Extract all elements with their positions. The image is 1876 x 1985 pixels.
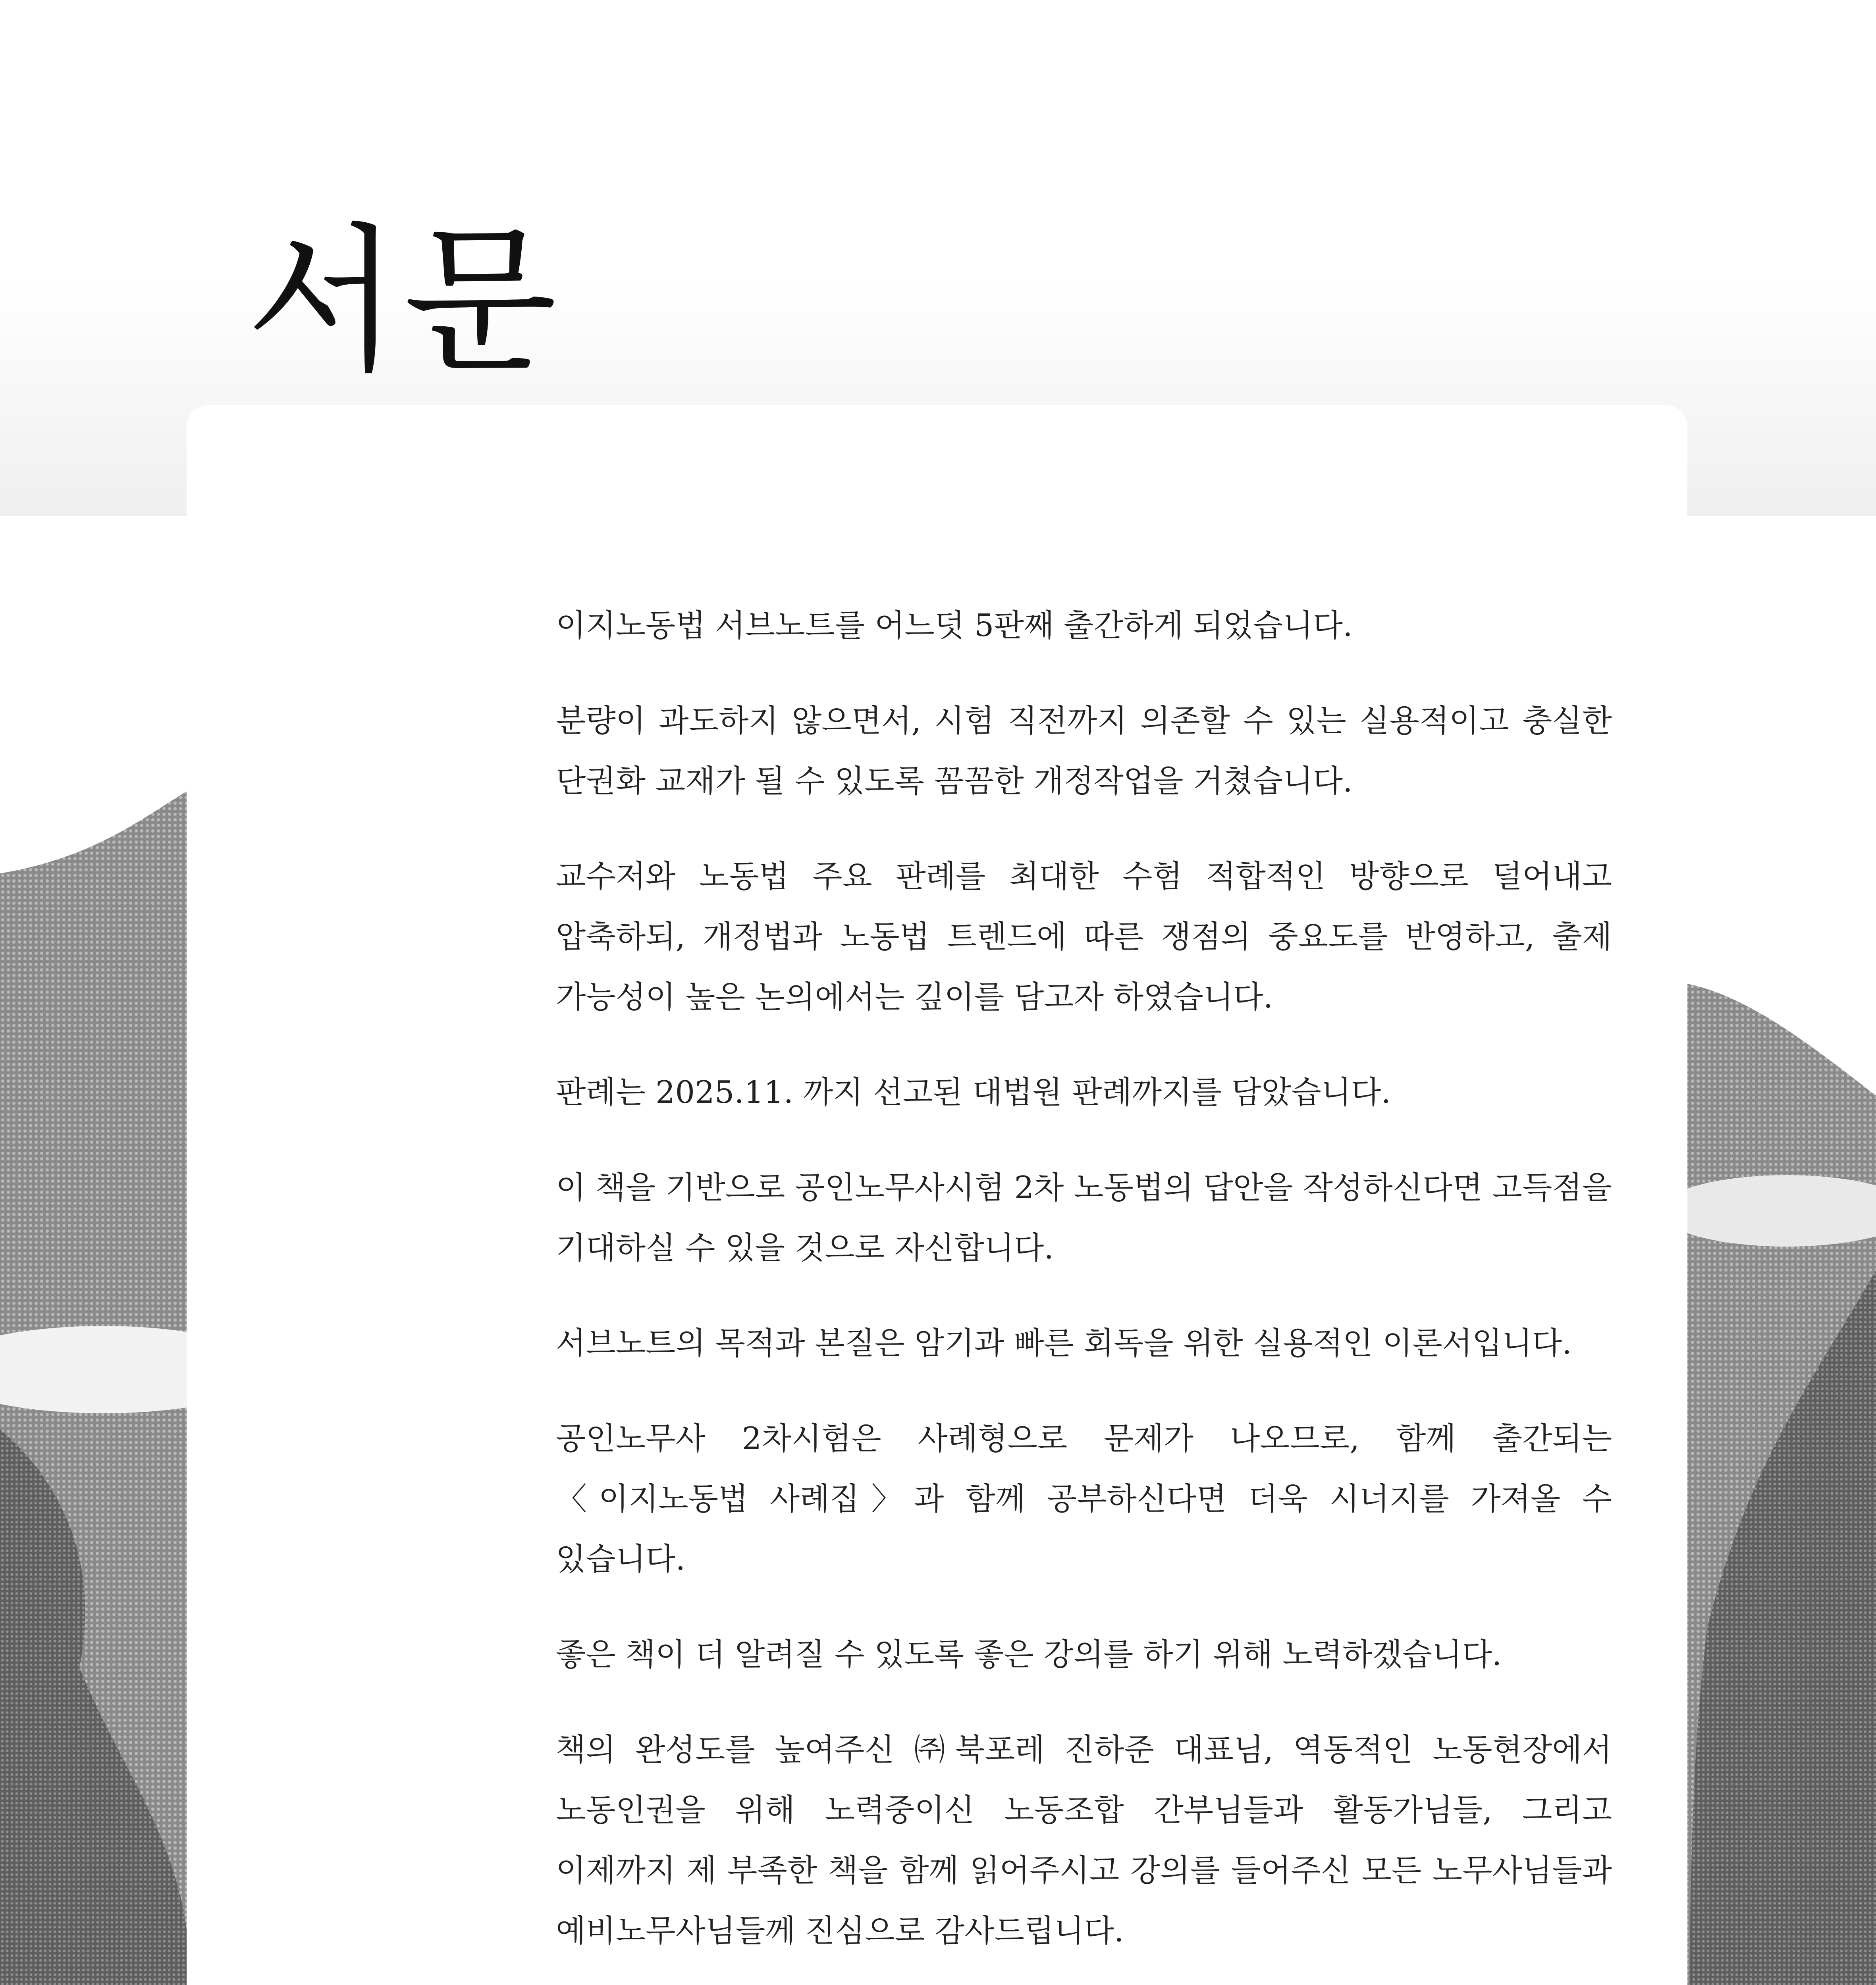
preface-paragraph: 이 책을 기반으로 공인노무사시험 2차 노동법의 답안을 작성하신다면 고득점을 기대하실 수 있을 것으로 자신합니다.	[556, 1170, 1612, 1266]
preface-paragraph: 책의 완성도를 높여주신 ㈜북포레 진하준 대표님, 역동적인 노동현장에서 노동인권을 위해 노력중이신 노동조합 간부님들과 활동가님들, 그리고 이제까지 제 부족한 책을 함께 읽어주시고 강의를 들어주신 모든 노무사님들과 예비노무사님들께 진심으로 감사드립니다.	[556, 1732, 1612, 1949]
page-title: 서문	[246, 209, 561, 394]
preface-paragraph: 판례는 2025.11. 까지 선고된 대법원 판례까지를 담았습니다.	[556, 1075, 1391, 1110]
preface-paragraph: 이지노동법 서브노트를 어느덧 5판째 출간하게 되었습니다.	[556, 608, 1353, 644]
preface-body	[556, 596, 1612, 1985]
preface-paragraph: 교수저와 노동법 주요 판례를 최대한 수험 적합적인 방향으로 덜어내고 압축하되, 개정법과 노동법 트렌드에 따른 쟁점의 중요도를 반영하고, 출제 가능성이 높은 논의에서는 깊이를 담고자 하였습니다.	[556, 859, 1612, 1015]
preface-paragraph: 서브노트의 목적과 본질은 암기과 빠른 회독을 위한 실용적인 이론서입니다.	[556, 1326, 1572, 1361]
preface-paragraph: 분량이 과도하지 않으면서, 시험 직전까지 의존할 수 있는 실용적이고 충실한 단권화 교재가 될 수 있도록 꼼꼼한 개정작업을 거쳤습니다.	[556, 703, 1612, 799]
preface-paragraph: 공인노무사 2차시험은 사례형으로 문제가 나오므로, 함께 출간되는 〈이지노동법 사례집〉과 함께 공부하신다면 더욱 시너지를 가져올 수 있습니다.	[556, 1421, 1612, 1577]
preface-paragraph: 좋은 책이 더 알려질 수 있도록 좋은 강의를 하기 위해 노력하겠습니다.	[556, 1637, 1502, 1673]
